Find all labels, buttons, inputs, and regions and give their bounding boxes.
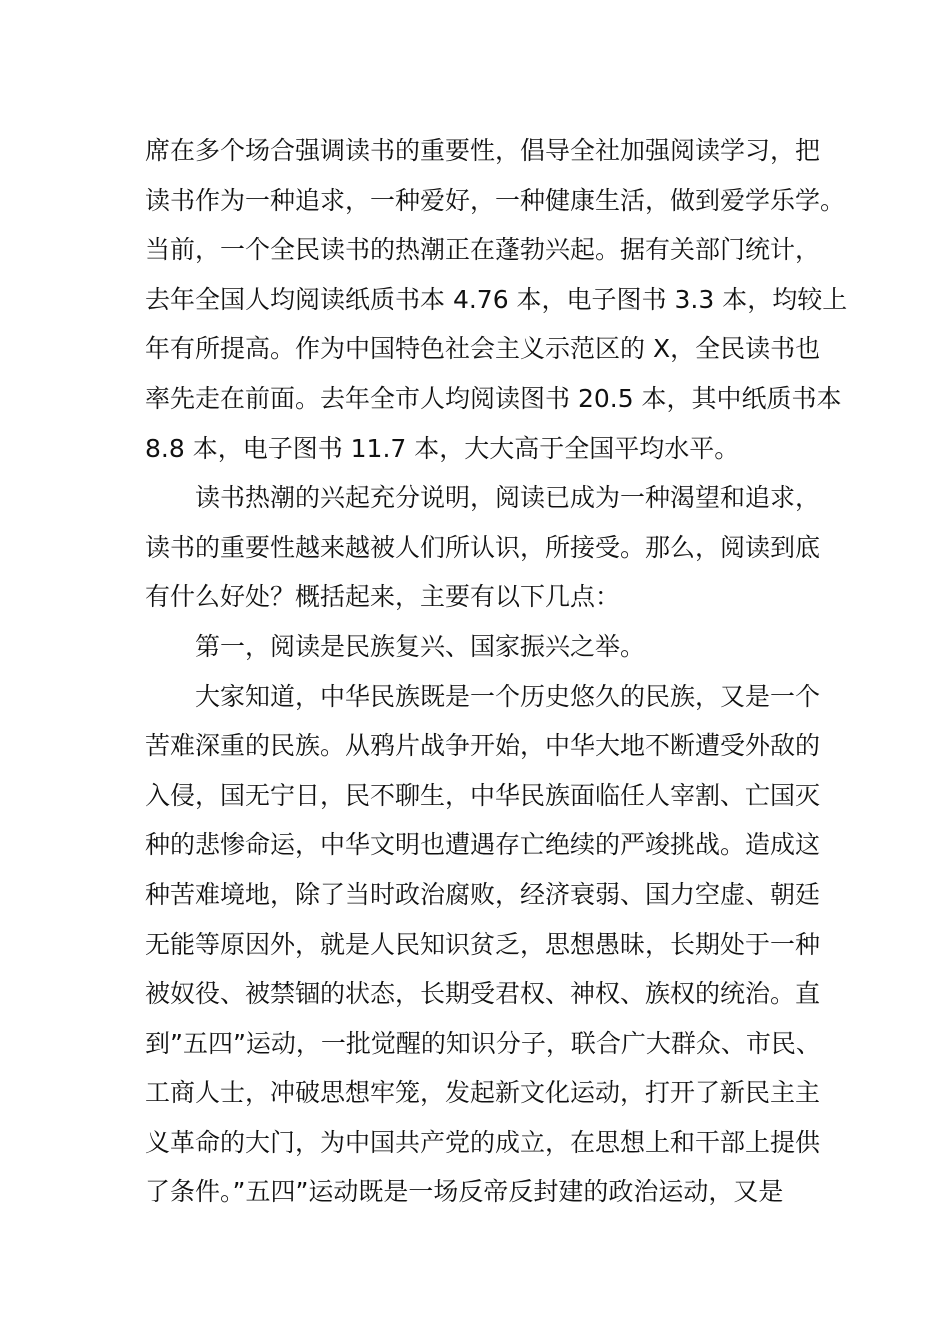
body-text (145, 126, 848, 1217)
text-line: 8.8 本，电子图书 11.7 本，大大高于全国平均水平。 (145, 433, 740, 463)
text-line: 工商人士，冲破思想牢笼，发起新文化运动，打开了新民主主 (145, 1078, 821, 1108)
text-line: 席在多个场合强调读书的重要性，倡导全社加强阅读学习，把 (145, 136, 821, 165)
text-line: 了条件。”五四”运动既是一场反帝反封建的政治运动，又是 (145, 1177, 784, 1207)
text-line: 苦难深重的民族。从鸦片战争开始，中华大地不断遭受外敌的 (145, 731, 821, 761)
text-line: 去年全国人均阅读纸质书本 4.76 本，电子图书 3.3 本，均较上 (145, 284, 848, 314)
text-line: 当前，一个全民读书的热潮正在蓬勃兴起。据有关部门统计， (145, 235, 821, 265)
section-heading-line: 第一，阅读是民族复兴、国家振兴之举。 (195, 631, 646, 661)
text-line: 被奴役、被禁锢的状态，长期受君权、神权、族权的统治。直 (145, 979, 821, 1009)
text-line: 年有所提高。作为中国特色社会主义示范区的 X，全民读书也 (145, 334, 821, 364)
text-line: 无能等原因外，就是人民知识贫乏，思想愚昧，长期处于一种 (145, 929, 821, 959)
text-line: 读书的重要性越来越被人们所认识，所接受。那么，阅读到底 (145, 532, 821, 562)
text-line: 读书作为一种追求，一种爱好，一种健康生活，做到爱学乐学。 (145, 185, 846, 215)
text-line: 入侵，国无宁日，民不聊生，中华民族面临任人宰割、亡国灭 (145, 780, 821, 810)
text-line: 到”五四”运动，一批觉醒的知识分子，联合广大群众、市民、 (145, 1028, 821, 1058)
paragraph-start-line: 读书热潮的兴起充分说明，阅读已成为一种渴望和追求， (195, 483, 821, 513)
text-line: 有什么好处？概括起来，主要有以下几点： (145, 582, 621, 612)
text-line: 种苦难境地，除了当时政治腐败，经济衰弱、国力空虚、朝廷 (145, 879, 821, 909)
text-line: 种的悲惨命运，中华文明也遭遇存亡绝续的严竣挑战。造成这 (145, 830, 821, 860)
text-line: 率先走在前面。去年全市人均阅读图书 20.5 本，其中纸质书本 (145, 383, 842, 413)
text-line: 义革命的大门，为中国共产党的成立，在思想上和干部上提供 (145, 1127, 821, 1157)
paragraph-start-line: 大家知道，中华民族既是一个历史悠久的民族，又是一个 (195, 681, 821, 711)
